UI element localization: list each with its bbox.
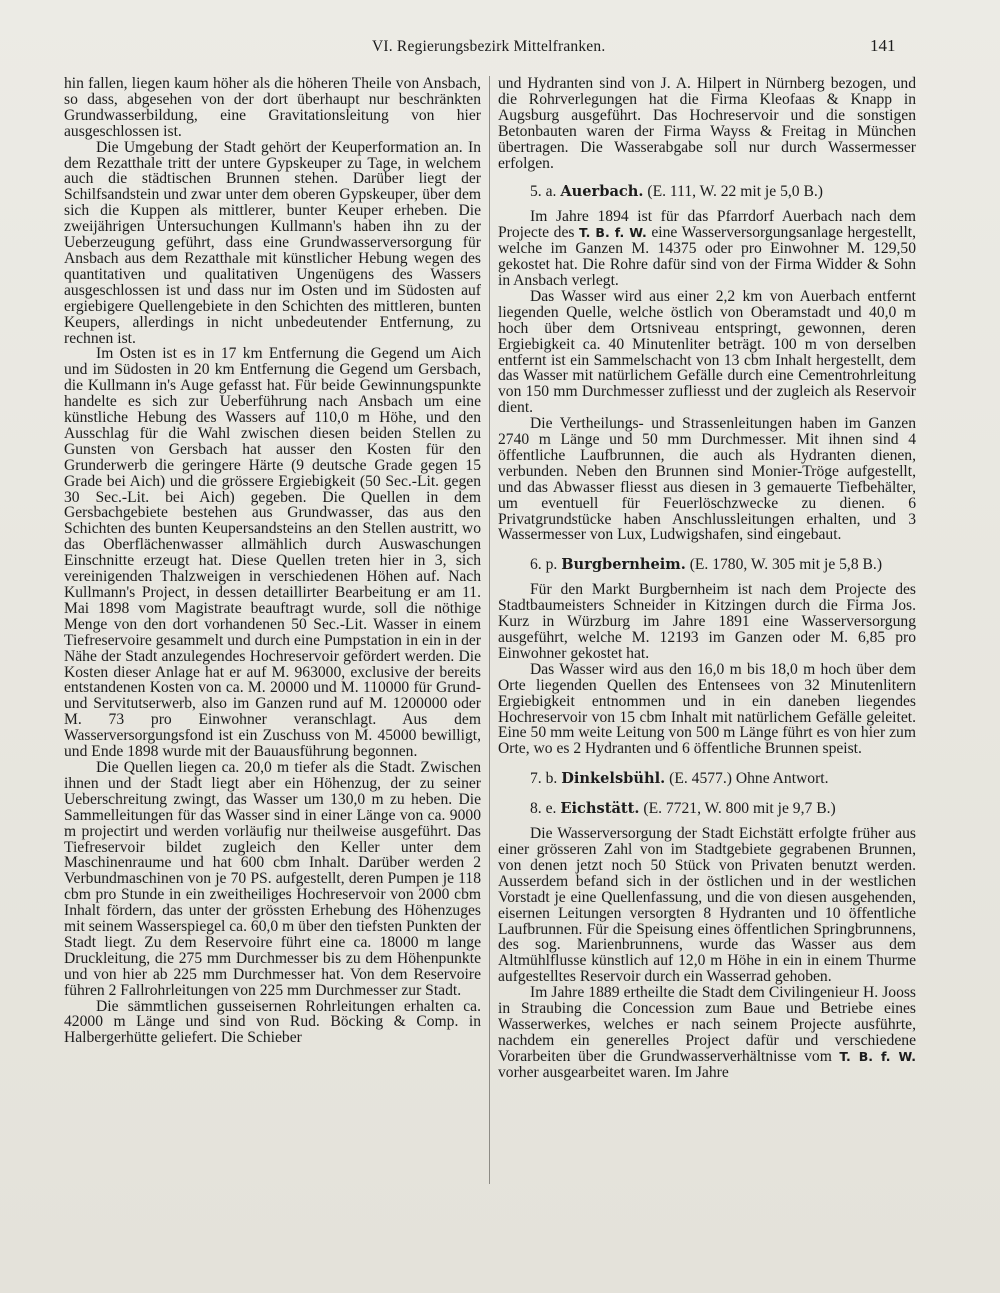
right-column: [498, 76, 916, 1081]
section-info: (E. 111, W. 22 mit je 5,0 B.): [647, 183, 823, 201]
place-name: Burgbernheim.: [561, 556, 686, 574]
paragraph-text: eine Wasserversorgungsanlage hergestellt, welche im Ganzen M. 14375 oder pro Einwohner M. 129,50 gekostet hat. Die Rohre dafür sind von der Firma Widder & Sohn in Ansbach verlegt.: [498, 224, 917, 289]
paragraph-text: Im Jahre 1894 ist für das Pfarrdorf Auerbach nach dem Projecte des: [498, 208, 916, 242]
section-heading-dinkelsbuehl: [498, 771, 916, 787]
paragraph: Das Wasser wird aus den 16,0 m bis 18,0 m hoch über dem Orte liegenden Quellen des Entensees von 32 Minutenlitern Ergiebigkeit entnommen und in ein daneben liegendes Hochreservoir von 15 cbm Inhalt mit natürlichem Gefälle geleitet. Eine 50 mm weite Leitung von 500 m Länge führt es von hier zum Orte, wo es 2 Hydranten und 6 öffentliche Brunnen speist.: [498, 660, 916, 758]
abbreviation: T. B. f. W.: [839, 1048, 916, 1064]
paragraph: und Hydranten sind von J. A. Hilpert in Nürnberg bezogen, und die Rohrverlegungen hat die Firma Kleofaas & Knapp in Augsburg ausgeführt. Das Hochreservoir und die sonstigen Betonbauten waren der Firma Wayss & Freitag in München übertragen. Die Wasserabgabe soll nur durch Wassermesser erfolgen.: [498, 75, 916, 172]
paragraph-text: vorher ausgearbeitet waren. Im Jahre: [498, 1063, 729, 1081]
section-heading-auerbach: [498, 184, 916, 200]
running-head: VI. Regierungsbezirk Mittelfranken.: [372, 38, 606, 55]
abbreviation: T. B. f. W.: [579, 225, 647, 241]
paragraph: Das Wasser wird aus einer 2,2 km von Auerbach entfernt liegenden Quelle, welche östlich von Oberamstadt und 40,0 m hoch über dem Ortsniveau entspringt, gewonnen, deren Ergiebigkeit ca. 40 Minutenliter beträgt. 100 m von derselben entfernt ist ein Sammelschacht von 13 cbm Inhalt hergestellt, dem das Wasser mit natürlichem Gefälle durch eine Cementrohrleitung von 150 mm Durchmesser zufliesst und der zugleich als Reservoir dient.: [498, 287, 916, 417]
paragraph: Im Osten ist es in 17 km Entfernung die Gegend um Aich und im Südosten in 20 km Entfernung die Gegend um Gersbach, die Kullmann in's Auge gefasst hat. Für beide Gewinnungspunkte handelte es sich zur Ueberführung nach Ansbach um eine künstliche Hebung des Wassers auf 110,0 m Höhe, und den Ausschlag für die Wahl zwischen diesen beiden Stellen zu Gunsten von Gersbach hat ausser den Kosten für den Grunderwerb die geringere Härte (9 deutsche Grade gegen 15 Grade bei Aich) und die grössere Ergiebigkeit (50 Sec.-Lit. gegen 30 Sec.-Lit. bei Aich) gegeben. Die Quellen in dem Gersbachgebiete bestehen aus Grundwasser, das aus den Schichten des bunten Keupersandsteins an den Stellen austritt, wo das Oberflächenwasser allmählich durch Auswaschungen Einschnitte erzeugt hat. Diese Quellen treten hier in 3, sich vereinigenden Thalzweigen in verschiedenen Höhen auf. Nach Kullmann's Project, in dessen detaillirter Bearbeitung er am 11. Mai 1898 vom Magistrate beauftragt wurde, soll die nöthige Menge von den dort vorhandenen 50 Sec.-Lit. Wasser in einem Tiefreservoire gesammelt und durch eine Pumpstation in ein in der Nähe der Stadt anzulegendes Hochreservoir gefördert werden. Die Kosten dieser Anlage hat er auf M. 963000, exclusive der bereits entstandenen Kosten von ca. M. 20000 und M. 110000 für Grund- und Servitutserwerb, also im Ganzen rund auf M. 1200000 oder M. 73 pro Einwohner veranschlagt. Aus dem Wasserversorgungsfond ist ein Zuschuss von M. 45000 bewilligt, und Ende 1898 wurde mit der Bauausführung begonnen.: [64, 345, 481, 761]
paragraph: hin fallen, liegen kaum höher als die höheren Theile von Ansbach, so dass, abgesehen von der dort überhaupt nur beschränkten Grundwasserbildung, eine Gravitationsleitung von hier ausgeschlossen ist.: [64, 75, 481, 140]
left-column: [64, 76, 481, 1046]
column-divider: [489, 76, 490, 1184]
section-info: (E. 4577.) Ohne Antwort.: [669, 770, 829, 788]
paragraph: Die Wasserversorgung der Stadt Eichstätt erfolgte früher aus einer grösseren Zahl von im Stadtgebiete gegrabenen Brunnen, von denen jetzt noch 50 Stück von Privaten benutzt werden. Ausserdem befand sich in der östlichen und in der westlichen Vorstadt je eine Quellenfassung, und die von diesen ausgehenden, eisernen Leitungen versorgten 8 Hydranten und 10 öffentliche Laufbrunnen. Für die Speisung eines öffentlichen Springbrunnens, des sog. Marienbrunnens, wurde das Wasser aus dem Altmühlflusse künstlich auf 12,0 m Höhe in ein in einem Thurme aufgestelltes Reservoir durch ein Wasserrad gehoben.: [498, 825, 916, 986]
paragraph: Die Vertheilungs- und Strassenleitungen haben im Ganzen 2740 m Länge und 50 mm Durchmesser. Mit ihnen sind 4 öffentliche Laufbrunnen, die auch als Hydranten dienen, verbunden. Neben den Brunnen sind Monier-Tröge aufgestellt, und das Abwasser fliesst aus diesen in 3 gemauerte Tiefbehälter, um eventuell für Feuerlöschzwecke zu dienen. 6 Privatgrundstücke haben Anschlussleitungen erhalten, und 3 Wassermesser von Lux, Ludwigshafen, sind eingebaut.: [498, 415, 916, 544]
section-number: 5. a.: [530, 183, 557, 201]
paragraph: Für den Markt Burgbernheim ist nach dem Projecte des Stadtbaumeisters Schneider in Kitzingen durch die Firma Jos. Kurz in Würzburg im Jahre 1891 eine Wasserversorgung ausgeführt, welche M. 12193 im Ganzen oder M. 6,85 pro Einwohner gekostet hat.: [498, 581, 916, 662]
section-number: 6. p.: [530, 556, 558, 574]
section-number: 7. b.: [530, 770, 558, 788]
place-name: Auerbach.: [560, 183, 644, 201]
page-number: 141: [870, 36, 896, 55]
section-info: (E. 7721, W. 800 mit je 9,7 B.): [643, 800, 836, 818]
paragraph: Die Quellen liegen ca. 20,0 m tiefer als die Stadt. Zwischen ihnen und der Stadt liegt aber ein Höhenzug, der zu seiner Ueberschreitung zwingt, das Wasser um 130,0 m zu heben. Die Sammelleitungen für das Wasser sind in einer Länge von ca. 9000 m projectirt und werden vorläufig nur theilweise ausgeführt. Das Tiefreservoir bildet zugleich den Keller unter dem Maschinenraume und hat 600 cbm Inhalt. Darüber werden 2 Verbundmaschinen von je 70 PS. aufgestellt, deren Pumpen je 118 cbm pro Stunde in ein zweitheiliges Hochreservoir von 2000 cbm Inhalt fördern, das unter der grössten Erhebung des Höhenzuges mit seinem Wasserspiegel ca. 60,0 m über den tiefsten Punkten der Stadt liegt. Zu dem Reservoire führt eine ca. 18000 m lange Druckleitung, die 275 mm Durchmesser bis zu dem Höhenpunkte und von hier ab 225 mm Durchmesser hat. Von dem Reservoire führen 2 Fallrohrleitungen von 225 mm Durchmesser zur Stadt.: [64, 758, 481, 999]
paragraph: [498, 209, 916, 289]
section-heading-eichstaett: [498, 801, 916, 817]
paragraph: Die sämmtlichen gusseisernen Rohrleitungen erhalten ca. 42000 m Länge und sind von Rud. Böcking & Comp. in Halbergerhütte geliefert. Die Schieber: [64, 997, 481, 1047]
section-heading-burgbernheim: [498, 557, 916, 573]
place-name: Dinkelsbühl.: [561, 770, 666, 788]
place-name: Eichstätt.: [560, 800, 640, 818]
paragraph: Die Umgebung der Stadt gehört der Keuperformation an. In dem Rezatthale tritt der untere Gypskeuper zu Tage, in welchem auch die städtischen Brunnen stehen. Darüber liegt der Schilfsandstein und zwar unter dem oberen Gypskeuper, über dem sich die Kuppen als mittlerer, bunter Keuper erheben. Die zweijährigen Untersuchungen Kullmann's haben ihn zu der Ueberzeugung geführt, dass eine Grundwasserversorgung für Ansbach aus dem Rezatthale mit künstlicher Hebung wegen des quantitativen und qualitativen Ungenügens des Wassers ausgeschlossen ist und dass nur im Osten und im Südosten auf ergiebigere Quellengebiete in den Schichten des mittleren, bunten Keupers, allerdings in nicht unbedeutender Entfernung, zu rechnen ist.: [64, 138, 481, 347]
paragraph-text: Im Jahre 1889 ertheilte die Stadt dem Civilingenieur H. Jooss in Straubing die Concession zum Baue und Betriebe eines Wasserwerkes, welches er nach seinem Projecte ausführte, nachdem ein generelles Project dafür und verschiedene Vorarbeiten über die Grundwasserverhältnisse vom: [498, 984, 916, 1065]
paragraph: [498, 985, 916, 1080]
section-info: (E. 1780, W. 305 mit je 5,8 B.): [689, 556, 883, 574]
section-number: 8. e.: [530, 800, 557, 818]
